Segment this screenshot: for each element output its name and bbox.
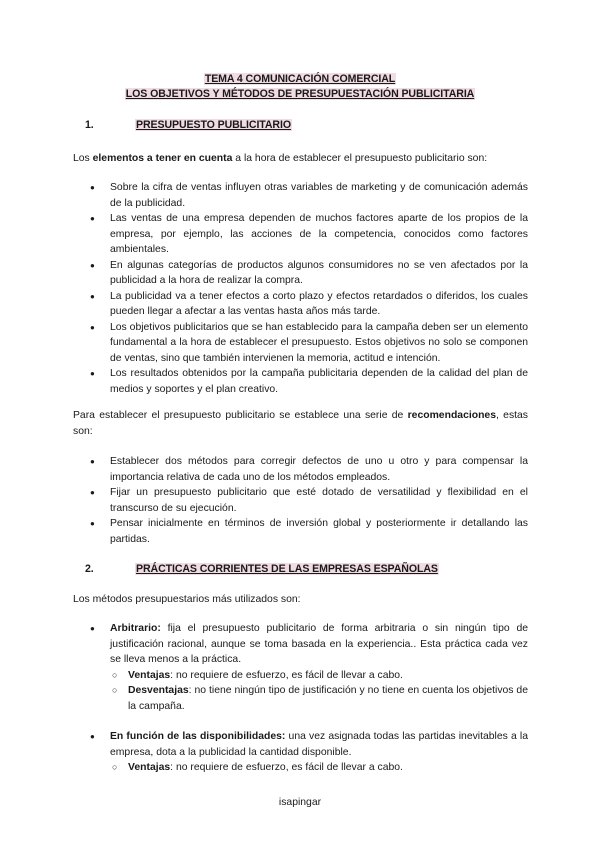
section-2-heading: 2. PRÁCTICAS CORRIENTES DE LAS EMPRESAS ESPAÑOLAS <box>85 563 438 575</box>
list-item: ● Fijar un presupuesto publicitario que esté dotado de versatilidad y flexibilidad en el transcurso de su ejecución. <box>110 485 528 516</box>
sub-list-item: ○ Ventajas: no requiere de esfuerzo, es fácil de llevar a cabo. <box>128 668 528 684</box>
sub-list <box>110 760 528 776</box>
list-item: ● Pensar inicialmente en términos de inversión global y posteriormente ir detallando las partidas. <box>110 516 528 547</box>
elements-list <box>110 180 528 397</box>
list-item: ● Los resultados obtenidos por la campaña publicitaria dependen de la calidad del plan de medios y soportes y el plan creativo. <box>110 366 528 397</box>
list-item: ● Las ventas de una empresa dependen de muchos factores aparte de los propios de la empresa, por ejemplo, las acciones de la competencia, conocidos como factores ambientales. <box>110 211 528 258</box>
section-2-intro: Los métodos presupuestarios más utilizados son: <box>73 594 301 605</box>
sub-list-item: ○ Ventajas: no requiere de esfuerzo, es fácil de llevar a cabo. <box>128 760 528 776</box>
list-item: ● Los objetivos publicitarios que se han establecido para la campaña deben ser un elemento fundamental a la hora de establecer el presupuesto. Estos objetivos no solo se componen de ventas, sino que también intervienen la memoria, actitud e intención. <box>110 320 528 367</box>
recommendations-intro: Para establecer el presupuesto publicitario se establece una serie de recomendaciones, estas son: <box>73 410 528 437</box>
list-item: ● La publicidad va a tener efectos a corto plazo y efectos retardados o diferidos, los cuales pueden llegar a afectar a las ventas hasta años más tarde. <box>110 289 528 320</box>
section-1-heading: 1. PRESUPUESTO PUBLICITARIO <box>85 119 291 131</box>
sub-list <box>110 668 528 715</box>
section-1-intro: Los elementos a tener en cuenta a la hora de establecer el presupuesto publicitario son: <box>73 153 488 164</box>
list-item: ● Sobre la cifra de ventas influyen otras variables de marketing y de comunicación además de la publicidad. <box>110 180 528 211</box>
recommendations-list <box>110 454 528 547</box>
list-item: ● Arbitrario: fija el presupuesto publicitario de forma arbitraria o sin ningún tipo de justificación racional, aunque se toma basada en la experiencia.. Esta práctica cada vez se lleva menos a la práctica. ○ Ventajas: no requiere de esfuerzo, es fácil de llevar a cabo. ○ Desventajas: no tiene ningún tipo de justificación y no tiene en cuenta los objetivos de la campaña. <box>110 621 528 714</box>
list-item: ● En función de las disponibilidades: una vez asignada todas las partidas inevitables a la empresa, dota a la publicidad la cantidad disponible. ○ Ventajas: no requiere de esfuerzo, es fácil de llevar a cabo. <box>110 729 528 776</box>
methods-list <box>110 621 528 776</box>
list-item: ● Establecer dos métodos para corregir defectos de uno u otro y para compensar la importancia relativa de cada uno de los métodos empleados. <box>110 454 528 485</box>
list-item: ● En algunas categorías de productos algunos consumidores no se ven afectados por la publicidad a la hora de realizar la compra. <box>110 258 528 289</box>
page-footer: isapingar <box>278 797 322 808</box>
document-subtitle: LOS OBJETIVOS Y MÉTODOS DE PRESUPUESTACIÓN PUBLICITARIA <box>125 88 475 100</box>
sub-list-item: ○ Desventajas: no tiene ningún tipo de justificación y no tiene en cuenta los objetivos de la campaña. <box>128 683 528 714</box>
document-title: TEMA 4 COMUNICACIÓN COMERCIAL <box>204 73 396 85</box>
